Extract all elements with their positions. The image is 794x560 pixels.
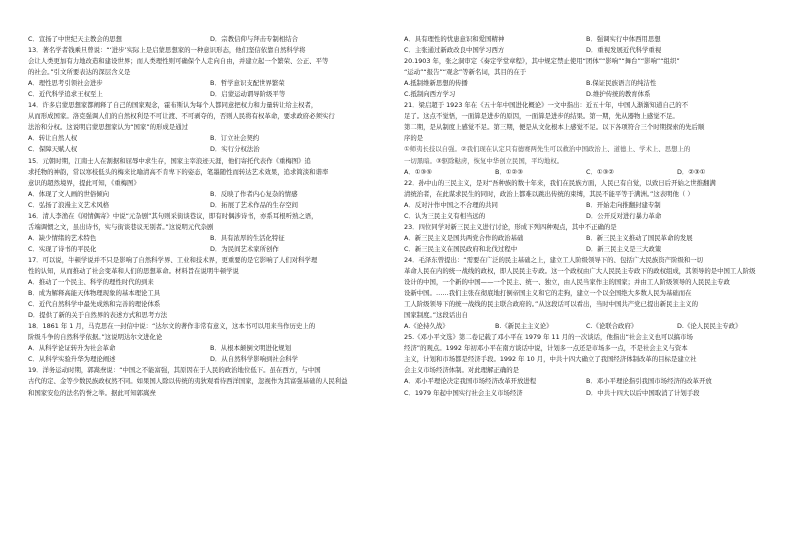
q25-stem-3: 主义，计划和市场都是经济手段。1992 年 10 月，中共十四大确立了我国经济体制改革的目标是建立社: [404, 355, 697, 364]
q24-stem-5: 工人阶级领导下的统一战线的民主联合政府的。”从这段话可以看出，当时中国共产党已提出新民主主义的: [404, 300, 699, 309]
q22-option-c[interactable]: C．认为三民主义有相当远的: [404, 211, 486, 220]
q20-option-b[interactable]: B.保证民族语言的纯洁性: [586, 79, 657, 88]
q12-option-c[interactable]: C．宣扬了中世纪天主教会的思想: [28, 35, 122, 43]
q14-option-b[interactable]: B．订立社会契约: [210, 134, 260, 143]
q13-stem-3: 的社会。”引文所要表达的深层含义是: [28, 68, 131, 77]
q25-option-a[interactable]: A．邓小平理论决定我国市场经济改革开放进程: [404, 377, 537, 386]
q21-option-a[interactable]: A．①③⑤: [404, 167, 432, 176]
q15-stem-3: 意识的超然境界，提此可知，《重梅图》: [28, 178, 140, 187]
q19-stem-2: 古代的定、金等少数民族政权然不同。如果国人除以传统的夷狄观看待西洋国家，忽视作为其富强基础的人民利益: [28, 377, 348, 386]
q15-option-a[interactable]: A．体现了文人画的世俗倾向: [28, 189, 110, 198]
q25-options-row-2: [404, 388, 768, 399]
q16-stem-1: 16．清人李渔在《闲情偶寄》中说“元杂剧”其句则采街谈巷议，即有时偶涉诗书，亦系耳根听熟之语，: [28, 211, 318, 220]
q25-stem-2: 经济”的观点。1992 年初邓小平在南方谈话中说，计划多一点还是市场多一点，不是社会主义与资本: [404, 344, 688, 353]
q20-stem-1: 20.1903 年，张之洞审定《奏定学堂章程》，其中规定禁止使用“团体”“影响”“舞台”“影响”“组织”: [404, 57, 680, 66]
right-column: [404, 34, 768, 399]
q13-stem-2: 会让人类更加有力地改造和建设世界；而人类理性则可确保个人走向自由，并建立起一个繁荣、公正、平等: [28, 57, 329, 66]
q20-options-row-1: [404, 78, 768, 89]
q21-option-d[interactable]: D．②③①: [677, 167, 706, 176]
q23-option-d[interactable]: D．新三民主义是三大政策: [586, 244, 662, 253]
q21-option-c[interactable]: C．①③②: [586, 167, 615, 176]
q24-stem-4: 设新中国。……我们主张在彻底地打倒帝国主义和它的走狗，建立一个以全国绝大多数人民为基础而在: [404, 289, 692, 298]
q21-stem-1: 21．梁启超于 1923 年在《五十年中国进化概论》一文中指出：近五十年，中国人渐渐知道自己的不: [404, 101, 689, 110]
q21-stem-3: 第二期，是从制度上感觉不足。第三期，便是从文化根本上感觉不足。以下各项符合三个时期探索的先后顺: [404, 123, 705, 132]
q18-stem-1: 18．1861 年 1 月，马克思在一封信中说：“达尔文的著作非常有意义，这本书可以用来当作历史上的: [28, 322, 316, 331]
q14-stem-2: 从而形成国家。洛克强调人们的自然权利是不可让渡、不可剥夺的，否则人民将有权革命，要求政府必须实行: [28, 112, 335, 121]
q24-stem-3: 设计的中国，一个新的中国——一个民主、统一、独立，由人民当家作主的国家；并由工人阶级领导的人民民主专政: [404, 278, 730, 287]
q24-stem-1: 24．毛泽东曾提出：“需要在广泛的民主基础之上，建立工人阶级领导下的、包括广大民族资产阶级和一切: [404, 255, 704, 264]
q15-option-c[interactable]: C．弘扬了浪漫主义艺术风格: [28, 200, 110, 209]
q21-note-2: 一切黑暗。③驱除鞑虏，恢复中华创立民国，平均地权。: [404, 156, 564, 165]
q24-option-d[interactable]: D.《论人民民主专政》: [677, 322, 742, 331]
q20-option-d[interactable]: D.维护传统的教育体系: [586, 90, 651, 99]
q15-option-d[interactable]: D．拓展了艺术作品的生存空间: [210, 200, 298, 209]
q23-options-row-2: [404, 244, 768, 255]
q12-options: [28, 34, 392, 45]
q18-options-row-2: [28, 354, 392, 365]
q14-option-d[interactable]: D．实行分权法治: [210, 145, 260, 154]
q17-option-c[interactable]: C．近代自然科学中最先成熟和完善的理论体系: [28, 300, 161, 309]
q14-stem-1: 14．许多启蒙思想家都阐释了自己的国家观念，霍布斯认为每个人都同意把权力和力量转让给主权者，: [28, 101, 318, 110]
q16-option-d[interactable]: D．为民间艺术家所创作: [210, 244, 279, 253]
q16-options-row-1: [28, 233, 392, 244]
q23-stem-1: 23．四位同学对新三民主义进行讨论，形成下列四种观点，其中不正确的是: [404, 222, 617, 231]
q24-option-c[interactable]: C.《论联合政府》: [586, 322, 638, 331]
q17-stem-2: 性的认知，从而推动了社会变革和人们的思想革命。材料旨在说明牛顿学说: [28, 266, 239, 275]
q17-option-a[interactable]: A．推动了一个民主、科学的理性时代的到来: [28, 278, 154, 287]
q13-option-c[interactable]: C．近代科学追求王权至上: [28, 90, 103, 99]
q14-stem-3: 法治和分权。这说明启蒙思想家认为“国家”的形成是通过: [28, 123, 188, 132]
q18-option-c[interactable]: C．从科学实验升华为理论阐述: [28, 355, 116, 364]
q20-options-row-2: [404, 89, 768, 100]
q24-option-b[interactable]: B.《新民主主义论》: [495, 322, 553, 331]
q17-option-b[interactable]: B．成为解释高能天体物理现象的基本理论工具: [28, 289, 161, 298]
left-column: [28, 34, 392, 399]
q19-options-row-2: [404, 45, 768, 56]
q21-note-1: ①师夷长技以自强。②我们现在认定只有德赛两先生可以救治中国政治上、道德上、学术上、思想上的: [404, 145, 691, 154]
q15-stem-2: 求托物的神韵，常以寒枝低头的梅来比喻清高不肯卑下的姿态，笔墨随性而转达艺术效果，追求简淡和谐率: [28, 167, 329, 176]
q23-option-b[interactable]: B．新三民主义推动了国民革命的发展: [586, 233, 693, 242]
q22-stem-1: 22．孙中山的三民主义，是对“吾种族的数十年来，我们在民族方面，人民已有自觉，以致日后开始之世推翻满: [404, 178, 716, 187]
q16-stem-2: 舌端调惯之文，虽出诗书，实与街谈巷议无别者。”这说明元代杂剧: [28, 222, 214, 231]
q13-option-a[interactable]: A．理性思考引领社会进步: [28, 79, 103, 88]
q20-stem-2: “运动”“报告”“观念”等新名词，其目的在于: [404, 68, 527, 77]
q15-stem-1: 15．元朝时期，江南士人在割据和屈辱中求生存，国家主宰浪迹天涯，他们寄托代表作《重梅图》追: [28, 156, 311, 165]
q16-options-row-2: [28, 244, 392, 255]
q19-option-a[interactable]: A．具有理性的忧患意识和爱国精神: [404, 35, 505, 43]
q19-options-row-1: [404, 34, 768, 45]
q23-option-a[interactable]: A．新三民主义是国共两党合作的政治基础: [404, 233, 524, 242]
q13-option-d[interactable]: D．启蒙运动谓导阶级平等: [210, 90, 286, 99]
q18-stem-2: 阶级斗争的自然科学依据。”这说明达尔文进化论: [28, 333, 163, 342]
q16-option-b[interactable]: B．具有浓厚的生活化特征: [210, 233, 285, 242]
q25-option-b[interactable]: B．邓小平理论指引我国市场经济的改革开放: [586, 377, 712, 386]
q19-option-c[interactable]: C．主张通过新政改良中国学习西方: [404, 46, 505, 55]
q22-options-row-2: [404, 211, 768, 222]
q18-option-a[interactable]: A．从科学论证转升为社会革命: [28, 344, 116, 353]
q18-options-row-1: [28, 343, 392, 354]
q13-stem-1: 13．著名学者钱乘旦曾说：“‘进步’实际上是启蒙思想家的一种意识形态，他们坚信依靠自然科学将: [28, 46, 306, 55]
q25-option-c[interactable]: C．1979 年起中国实行社会主义市场经济: [404, 388, 523, 397]
q19-stem-1: 19．洋务运动时期，郭嵩焘说：“中国之不能富强，其原因在于人民的政治地位低下。虽在西方，与中国: [28, 366, 321, 375]
q15-options-row-1: [28, 189, 392, 200]
q20-option-a[interactable]: A.抵制维新思想的传播: [404, 79, 468, 88]
q22-option-d[interactable]: D．公开反对进行暴力革命: [586, 211, 662, 220]
q25-stem-1: 25.《邓小平文选》第二卷记载了邓小平在 1979 年 11 月的一次谈话，他指出“社会主义也可以搞市场: [404, 333, 693, 342]
q21-stem-4: 序的是: [404, 134, 424, 143]
q24-options: [404, 321, 768, 332]
q24-option-a[interactable]: A.《论持久战》: [404, 322, 449, 331]
q23-option-c[interactable]: C．新三民主义在国民政府和北伐过程中: [404, 244, 518, 253]
q14-options-row-1: [28, 133, 392, 144]
q18-option-b[interactable]: B．从根本颠倒文明进化规划: [210, 344, 292, 353]
q17-option-d[interactable]: D．提供了新的关于自然界的表述方式和思考方法: [28, 311, 168, 320]
q24-stem-6: 国家制度。”这段话出自: [404, 311, 469, 320]
q25-stem-4: 会主义市场经济体制。对此理解正确的是: [404, 366, 520, 375]
q16-option-c[interactable]: C．实现了诗书的平民化: [28, 244, 97, 253]
q21-stem-2: 足了。这点不觉悟，一面算是进步的原因，一面算是进步的结果。第一期，先从器物上感觉不足。: [404, 112, 679, 121]
q25-options-row-1: [404, 376, 768, 387]
q20-option-c[interactable]: C.抵制向西方学习: [404, 90, 456, 99]
q22-options-row-1: [404, 200, 768, 211]
q18-option-d[interactable]: D．从自然科学影响到社会科学: [210, 355, 298, 364]
q25-option-d[interactable]: D．中共十四大以后中国取消了计划手段: [586, 388, 700, 397]
q12-option-d[interactable]: D．宗教信仰与拜击专制相结合: [210, 35, 298, 43]
q14-option-c[interactable]: C．保障天赋人权: [28, 145, 78, 154]
q22-stem-2: 清统治者，在此谋求民生的同时，政治上都难以跳出传统的束缚，其民不能平等于满洲。”这表明他（ ）: [404, 189, 694, 198]
q14-options-row-2: [28, 144, 392, 155]
q21-options: [404, 167, 768, 178]
q19-option-d[interactable]: D．重视发展近代科学重视: [586, 46, 662, 55]
q21-option-b[interactable]: B．①②③: [495, 167, 523, 176]
q14-option-a[interactable]: A．转让自然人权: [28, 134, 78, 143]
q23-options-row-1: [404, 233, 768, 244]
q19-option-b[interactable]: B．强调实行中体西用思想: [586, 35, 661, 43]
q13-option-b[interactable]: B．哲学意识支配世界繁荣: [210, 79, 285, 88]
q22-option-a[interactable]: A．反对汁作中国之不合理的共同: [404, 200, 498, 209]
q17-stem-1: 17．可以说，牛顿学说并不只是影响了自然科学界、工业和技术界，更重要的是它影响了人们对科学理: [28, 255, 318, 264]
q24-stem-2: 革命人民在内的统一战线的政权，即人民民主专政。这一个政权由广大人民民主专政下的政权组成，其领导的是中国工人阶级: [404, 266, 756, 275]
q15-option-b[interactable]: B．反映了作者内心复杂的情感: [210, 189, 298, 198]
q15-options-row-2: [28, 200, 392, 211]
q13-options-row-1: [28, 78, 392, 89]
q22-option-b[interactable]: B．开始走向推翻封建专制: [586, 200, 661, 209]
q16-option-a[interactable]: A．缺少情绪的艺术特色: [28, 233, 97, 242]
q19-stem-3: 和国家安危的法名钓誉之举。据此可知郭嵩焘: [28, 388, 156, 397]
q13-options-row-2: [28, 89, 392, 100]
